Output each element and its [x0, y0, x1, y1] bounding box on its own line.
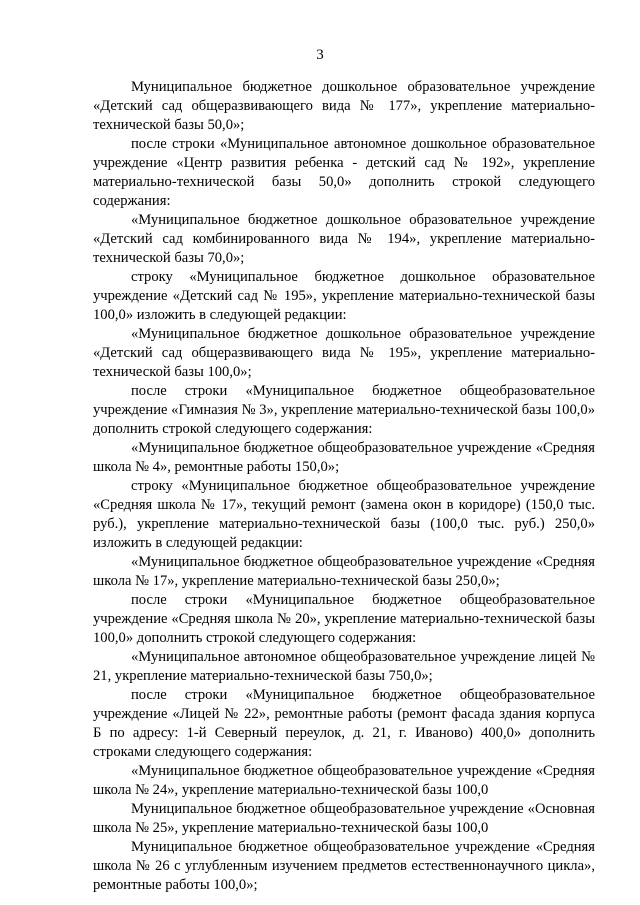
page-number: 3 — [316, 47, 324, 63]
paragraph: «Муниципальное бюджетное дошкольное образовательное учреждение «Детский сад комбинированного вида № 194», укрепление материально-технической базы 70,0»; — [93, 212, 595, 266]
paragraph: «Муниципальное бюджетное общеобразовательное учреждение «Средняя школа № 24», укрепление материально-технической базы 100,0 — [93, 763, 595, 798]
paragraph: «Муниципальное бюджетное общеобразовательное учреждение «Средняя школа № 17», укрепление материально-технической базы 250,0»; — [93, 554, 595, 589]
paragraph: после строки «Муниципальное бюджетное общеобразовательное учреждение «Средняя школа № 20», укрепление материально-технической базы 100,0» дополнить строкой следующего содержания: — [93, 592, 595, 646]
paragraph: «Муниципальное бюджетное общеобразовательное учреждение «Средняя школа № 4», ремонтные работы 150,0»; — [93, 440, 595, 475]
paragraph: строку «Муниципальное бюджетное общеобразовательное учреждение «Средняя школа № 17», текущий ремонт (замена окон в коридоре) (150,0 тыс. руб.), укрепление материально-технической базы (100,0 тыс. руб.) 250,0» изложить в следующей редакции: — [93, 478, 595, 551]
paragraph: после строки «Муниципальное автономное дошкольное образовательное учреждение «Центр развития ребенка - детский сад № 192», укрепление материально-технической базы 50,0» дополнить строкой следующего содержания: — [93, 136, 595, 209]
paragraph: после строки «Муниципальное бюджетное общеобразовательное учреждение «Гимназия № 3», укрепление материально-технической базы 100,0» дополнить строкой следующего содержания: — [93, 383, 595, 437]
paragraph: «Муниципальное бюджетное дошкольное образовательное учреждение «Детский сад общеразвивающего вида № 195», укрепление материально-технической базы 100,0»; — [93, 326, 595, 380]
paragraph: Муниципальное бюджетное общеобразовательное учреждение «Основная школа № 25», укрепление материально-технической базы 100,0 — [93, 801, 595, 836]
paragraph: Муниципальное бюджетное дошкольное образовательное учреждение «Детский сад общеразвивающего вида № 177», укрепление материально-технической базы 50,0»; — [93, 79, 595, 133]
paragraph: Муниципальное бюджетное общеобразовательное учреждение «Средняя школа № 26 с углубленным изучением предметов естественнонаучного цикла», ремонтные работы 100,0»; — [93, 839, 595, 893]
paragraph: после строки «Муниципальное бюджетное общеобразовательное учреждение «Лицей № 22», ремонтные работы (ремонт фасада здания корпуса Б по адресу: 1-й Северный переулок, д. 21, г. Иваново) 400,0» дополнить строками следующего содержания: — [93, 687, 595, 760]
document-body — [93, 78, 595, 895]
paragraph: «Муниципальное автономное общеобразовательное учреждение лицей № 21, укрепление материально-технической базы 750,0»; — [93, 649, 595, 684]
paragraph: строку «Муниципальное бюджетное дошкольное образовательное учреждение «Детский сад № 195», укрепление материально-технической базы 100,0» изложить в следующей редакции: — [93, 269, 595, 323]
